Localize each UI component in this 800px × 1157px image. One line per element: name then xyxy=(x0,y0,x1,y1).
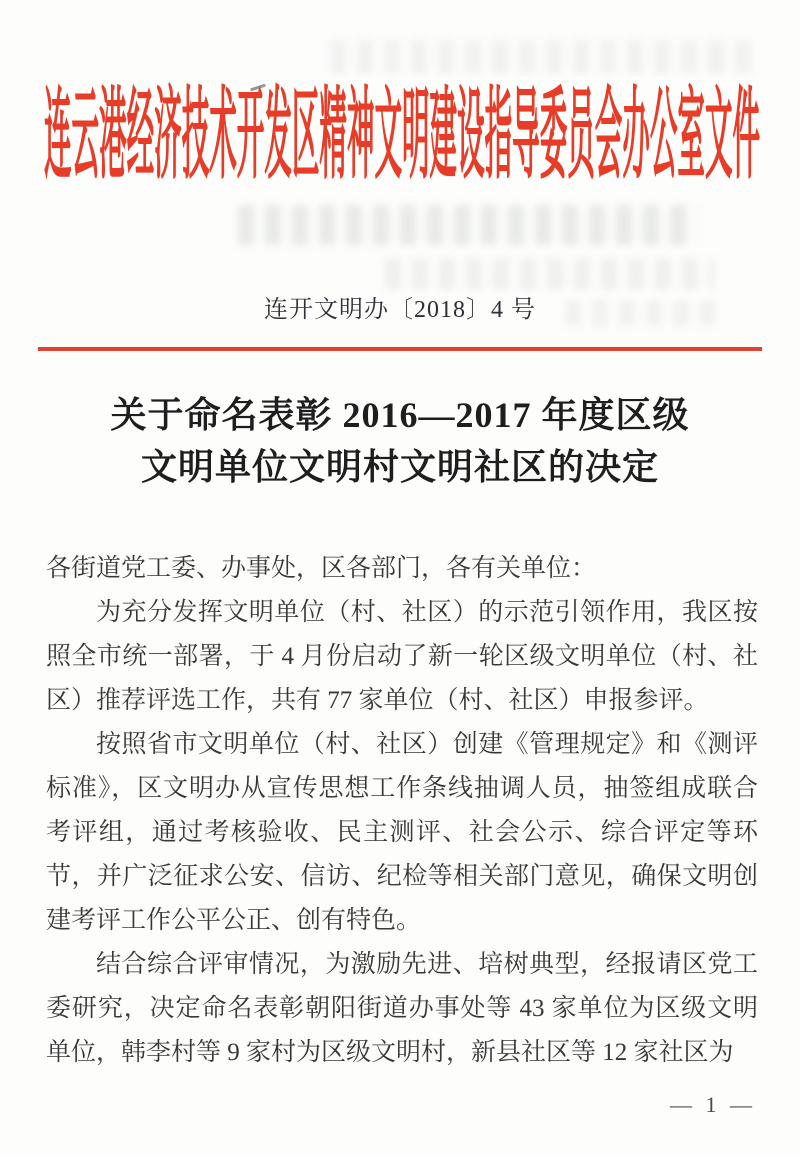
red-header xyxy=(0,80,800,192)
salutation-line: 各街道党工委、办事处，区各部门，各有关单位： xyxy=(46,555,597,582)
org-header-title: 连云港经济技术开发区精神文明建设指导委员会办公室文件 xyxy=(44,80,761,191)
document-body xyxy=(46,547,758,1075)
document-title-line1: 关于命名表彰 2016—2017 年度区级 xyxy=(110,395,690,435)
bleed-through-artifact xyxy=(238,205,698,245)
body-paragraph-3: 结合综合评审情况，为激励先进、培树典型，经报请区党工委研究，决定命名表彰朝阳街道办事处等 43 家单位为区级文明单位，韩李村等 9 家村为区级文明村，新县社区等 12 家社区为 xyxy=(46,951,758,1066)
red-divider-line xyxy=(38,347,762,351)
document-title-line2: 文明单位文明村文明社区的决定 xyxy=(140,447,659,487)
bleed-through-artifact xyxy=(385,258,715,290)
page-number: — 1 — xyxy=(670,1092,756,1117)
bleed-through-artifact xyxy=(330,40,760,74)
document-number: 连开文明办〔2018〕4 号 xyxy=(264,297,536,323)
body-paragraph-2: 按照省市文明单位（村、社区）创建《管理规定》和《测评标准》，区文明办从宣传思想工作条线抽调人员，抽签组成联合考评组，通过考核验收、民主测评、社会公示、综合评定等环节，并广泛征求公安、信访、纪检等相关部门意见，确保文明创建考评工作公平公正、创有特色。 xyxy=(46,731,758,934)
document-title xyxy=(0,389,800,493)
body-paragraph-1: 为充分发挥文明单位（村、社区）的示范引领作用，我区按照全市统一部署，于 4 月份启动了新一轮区级文明单位（村、社区）推荐评选工作，共有 77 家单位（村、社区）申报参评。 xyxy=(46,599,758,714)
